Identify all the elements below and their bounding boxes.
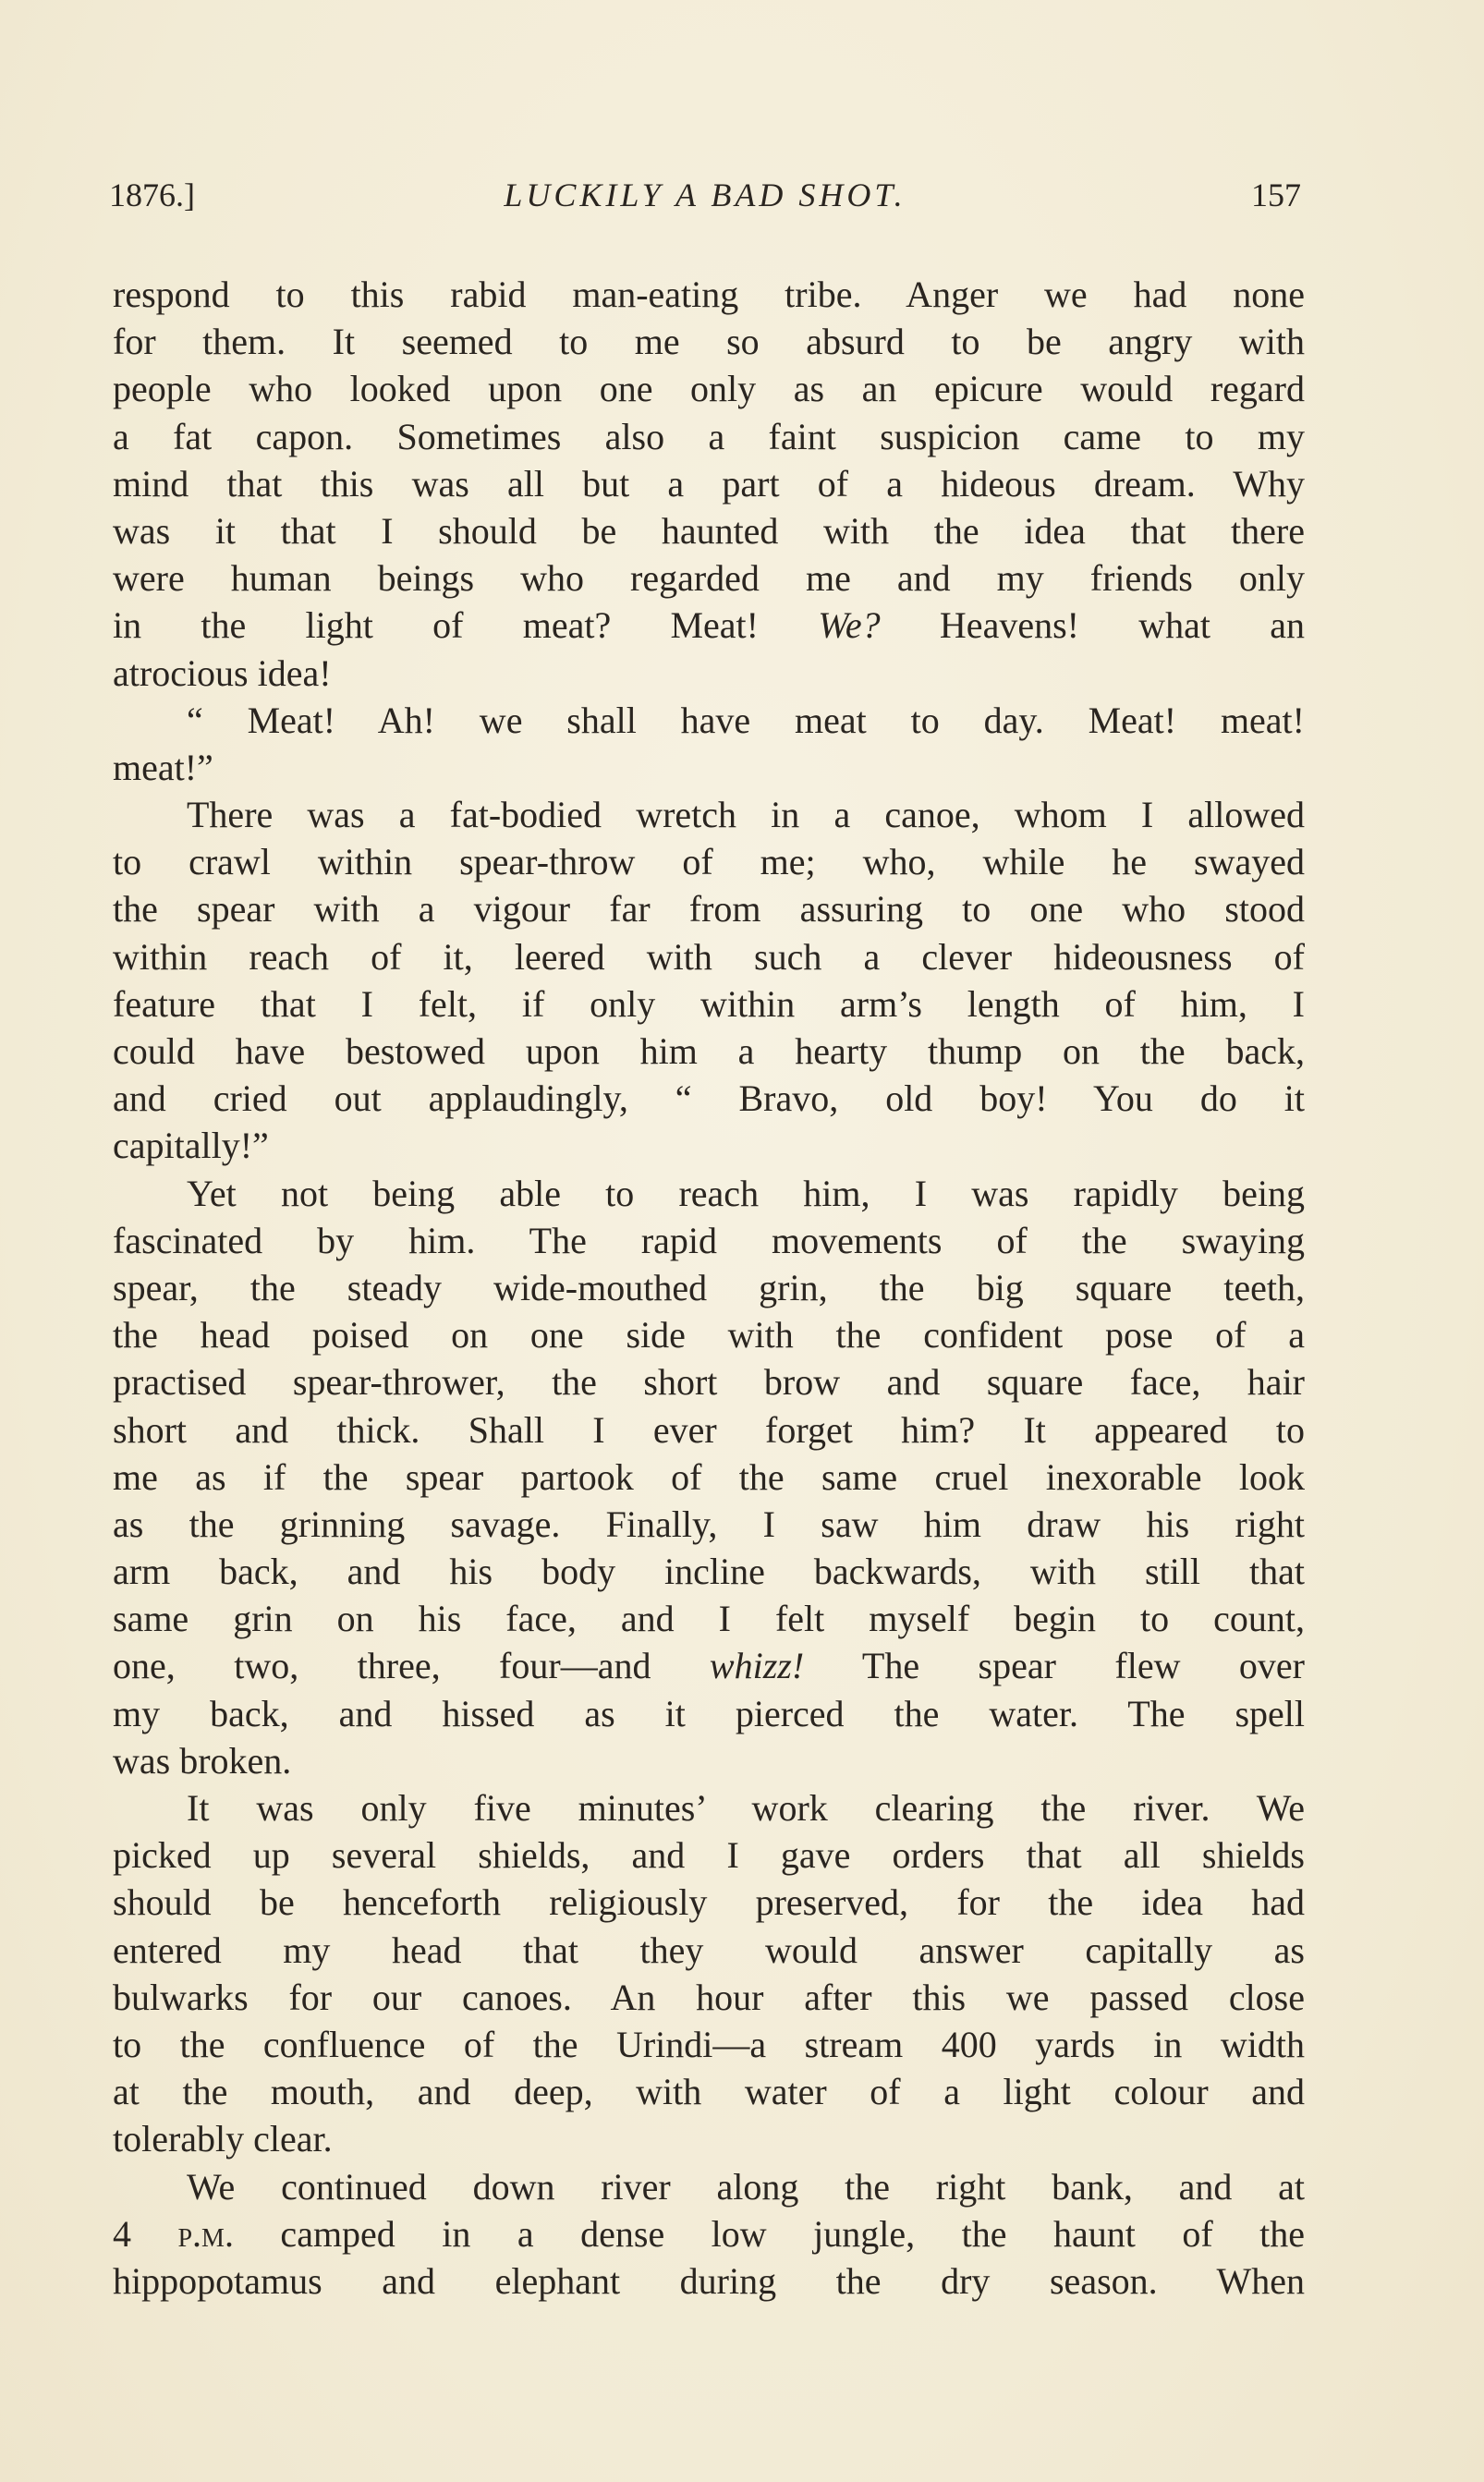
text-segment: in the light of meat? Meat! xyxy=(113,604,819,647)
text-line: feature that I felt, if only within arm’s length of him, I xyxy=(113,982,1305,1025)
body-text xyxy=(113,271,1305,2305)
text-line: same grin on his face, and I felt myself begin to count, xyxy=(113,1598,1305,1640)
text-line: Yet not being able to reach him, I was rapidly being xyxy=(187,1172,1305,1214)
text-line xyxy=(113,602,1305,649)
text-line: my back, and hissed as it pierced the water. The spell xyxy=(113,1692,1305,1734)
text-line: fascinated by him. The rapid movements of the swaying xyxy=(113,1219,1305,1261)
text-line: could have bestowed upon him a hearty thump on the back, xyxy=(113,1030,1305,1072)
text-line: for them. It seemed to me so absurd to be angry with xyxy=(113,321,1305,363)
text-line: to the confluence of the Urindi—a stream 400 yards in width xyxy=(113,2023,1305,2065)
text-line: capitally!” xyxy=(113,1125,269,1167)
text-line: atrocious idea! xyxy=(113,651,332,694)
italic-text: We? xyxy=(818,604,881,647)
text-line: We continued down river along the right bank, and at xyxy=(187,2165,1305,2208)
text-line: within reach of it, leered with such a clever hideousness of xyxy=(113,935,1305,978)
header-year: 1876.] xyxy=(109,176,195,213)
text-line: respond to this rabid man-eating tribe. Anger we had none xyxy=(113,274,1305,315)
italic-text: whizz! xyxy=(709,1645,805,1687)
text-segment: The spear flew over xyxy=(804,1645,1305,1687)
text-line: meat!” xyxy=(113,746,213,788)
text-line: It was only five minutes’ work clearing the river. We xyxy=(187,1787,1305,1829)
text-line: as the grinning savage. Finally, I saw him draw his right xyxy=(113,1503,1305,1545)
text-line: practised spear-thrower, the short brow and square face, hair xyxy=(113,1361,1305,1404)
page-number: 157 xyxy=(1251,176,1301,213)
text-line: was it that I should be haunted with the idea that there xyxy=(113,509,1305,552)
text-line: arm back, and his body incline backwards, with still that xyxy=(113,1551,1305,1593)
text-line: There was a fat-bodied wretch in a canoe, whom I allowed xyxy=(187,794,1305,836)
text-line: was broken. xyxy=(113,1739,292,1782)
text-segment: one, two, three, four—and xyxy=(113,1645,710,1687)
running-title: LUCKILY A BAD SHOT. xyxy=(504,176,906,213)
text-line: hippopotamus and elephant during the dry season. When xyxy=(113,2259,1305,2302)
text-line: me as if the spear partook of the same cruel inexorable look xyxy=(113,1455,1305,1498)
text-line: at the mouth, and deep, with water of a light colour and xyxy=(113,2071,1305,2113)
text-line: entered my head that they would answer capitally as xyxy=(113,1928,1305,1971)
text-line xyxy=(113,1642,1305,1689)
text-line: the spear with a vigour far from assuring to one who stood xyxy=(113,888,1305,931)
text-line: and cried out applaudingly, “ Bravo, old boy! You do it xyxy=(113,1077,1305,1120)
text-line: short and thick. Shall I ever forget him? It appeared to xyxy=(113,1408,1305,1451)
text-segment: 4 xyxy=(113,2212,178,2255)
text-segment: camped in a dense low jungle, the haunt of the xyxy=(233,2212,1306,2255)
text-line: mind that this was all but a part of a hideous dream. Why xyxy=(113,462,1305,505)
text-line: a fat capon. Sometimes also a faint suspicion came to my xyxy=(113,415,1305,457)
text-line: were human beings who regarded me and my friends only xyxy=(113,557,1305,600)
text-line: bulwarks for our canoes. An hour after this we passed close xyxy=(113,1976,1305,2018)
text-line: spear, the steady wide-mouthed grin, the big square teeth, xyxy=(113,1266,1305,1308)
text-line: people who looked upon one only as an epicure would regard xyxy=(113,368,1305,410)
text-line: tolerably clear. xyxy=(113,2118,333,2160)
running-header xyxy=(109,176,1301,222)
text-line: to crawl within spear-throw of me; who, while he swayed xyxy=(113,841,1305,883)
text-line: should be henceforth religiously preserved, for the idea had xyxy=(113,1881,1305,1924)
small-caps-text: p.m. xyxy=(177,2212,234,2255)
text-line xyxy=(113,2210,1305,2257)
text-line: picked up several shields, and I gave orders that all shields xyxy=(113,1834,1305,1877)
text-line: the head poised on one side with the confident pose of a xyxy=(113,1314,1305,1357)
text-line: “ Meat! Ah! we shall have meat to day. Meat! meat! xyxy=(187,699,1305,741)
text-segment: Heavens! what an xyxy=(880,604,1306,647)
